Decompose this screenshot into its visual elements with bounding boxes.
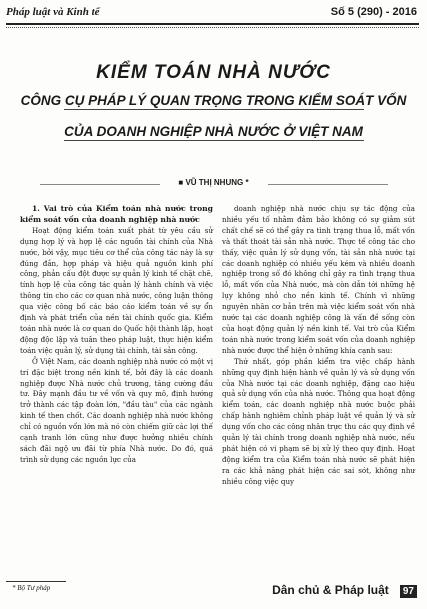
header-dotted-rule (6, 27, 419, 29)
article-subtitle-line1: CÔNG CỤ PHÁP LÝ QUAN TRỌNG TRONG KIỂM SOÁT VỐN (0, 93, 427, 110)
right-column (222, 204, 415, 488)
article-subtitle-line2: CỦA DOANH NGHIỆP NHÀ NƯỚC Ở VIỆT NAM (0, 124, 427, 141)
paragraph: doanh nghiệp nhà nước chịu sự tác động của nhiều yếu tố nhằm đảm bảo không có sự giảm sút chất chế sẽ có thể gây ra tình trạng thua lỗ, mất vốn và thất thoát tài sản nhà nước. Thực tế công tác cho thấy, việc quản lý sử dụng vốn, tài sản nhà nước tại các doanh nghiệp có nhiều yếu kém và nhiều doanh nghiệp trong số đó không chỉ gây ra tình trạng thua lỗ, mất vốn của Nhà nước, mà còn dẫn tới những hệ lụy không nhỏ cho nền kinh tế. Chính vì những nguyên nhân cơ bản trên mà việc kiểm soát vốn nhà nước tại các doanh nghiệp công là vấn đề sống còn của hoạt động quản lý nền kinh tế. Vai trò của Kiểm toán nhà nước trong kiểm soát vốn của doanh nghiệp nhà nước được thể hiện ở những khía cạnh sau: (222, 204, 415, 355)
page-number: 97 (400, 585, 417, 598)
publication-name: Dân chủ & Pháp luật (272, 583, 389, 597)
issue-number: Số 5 (290) - 2016 (330, 6, 417, 18)
paragraph: Hoạt động kiểm toán xuất phát từ yêu cầu sử dụng hợp lý và hợp lệ các nguồn tài chính của Nhà nước, bởi vậy, mục tiêu cơ thể của công tác này là sự đúng đắn, hợp pháp và hiệu quả nguồn kinh phí công, phản cấu đột được sự quản lý kinh tế chặt chẽ, tính hợp lệ của công tác quản lý hành chính và việc thông tin cho các cơ quan nhà nước, công luận thông qua việc công bố các báo cáo kiểm toán về sự ổn định và phát triển của nền tài chính quốc gia. Kiểm toán nhà nước là cơ quan do Quốc hội thành lập, hoạt động độc lập và tuân theo pháp luật, thực hiện kiểm toán việc quản lý, sử dụng tài chính, tài sản công. (20, 225, 213, 355)
journal-name: Pháp luật và Kinh tế (6, 6, 100, 18)
paragraph: Thứ nhất, góp phần kiểm tra việc chấp hành những quy định hiện hành về quản lý và sử dụng vốn của Nhà nước tại các doanh nghiệp, đặng cao hiệu quả sử dụng vốn của nhà nước. Thông qua hoạt động kiểm toán, các doanh nghiệp nhà nước buộc phải chấp hành nghiêm chỉnh pháp luật về quản lý và sử dụng vốn cho các công nhân trực thu các quy định về quản lý tài chính trong doanh nghiệp nhà nước, nếu phát hiện có vi phạm sẽ bị xử lý theo quy định. Hoạt động kiểm tra của Kiểm toán nhà nước sẽ phát hiện ra các khả năng phát hiện các sai sót, không như nhiều công việc quy (222, 356, 415, 486)
section-heading: 1. Vai trò của Kiểm toán nhà nước trong kiểm soát vốn của doanh nghiệp nhà nước (20, 204, 213, 224)
left-column (20, 204, 213, 466)
author-rule-right (268, 184, 388, 185)
article-title: KIỂM TOÁN NHÀ NƯỚC (96, 62, 331, 83)
author-byline: ■ VŨ THỊ NHUNG * (178, 178, 249, 187)
footnote: * Bộ Tư pháp (12, 584, 51, 592)
paragraph: Ở Việt Nam, các doanh nghiệp nhà nước có một vị trí đặc biệt trong nền kinh tế, bởi đây là các doanh nghiệp được Nhà nước chủ trương, tăng cường đầu tư. Đây mạnh đầu tư về vốn và quy mô, định hướng trở thành các tập đoàn lớn, "đầu tàu" của các ngành kinh tế then chốt. Các doanh nghiệp nhà nước không chỉ có nguồn vốn lớn mà nó còn chiếm giữ các lợi thế cạnh tranh lớn cũng như được hưởng nhiều chính sách đãi ngộ ưu đãi từ phía Nhà nước. Do đó, quá trình sử dụng các nguồn lực của (20, 356, 213, 464)
page-footer (272, 579, 417, 598)
footnote-rule (6, 581, 66, 582)
header-rule (6, 23, 419, 25)
